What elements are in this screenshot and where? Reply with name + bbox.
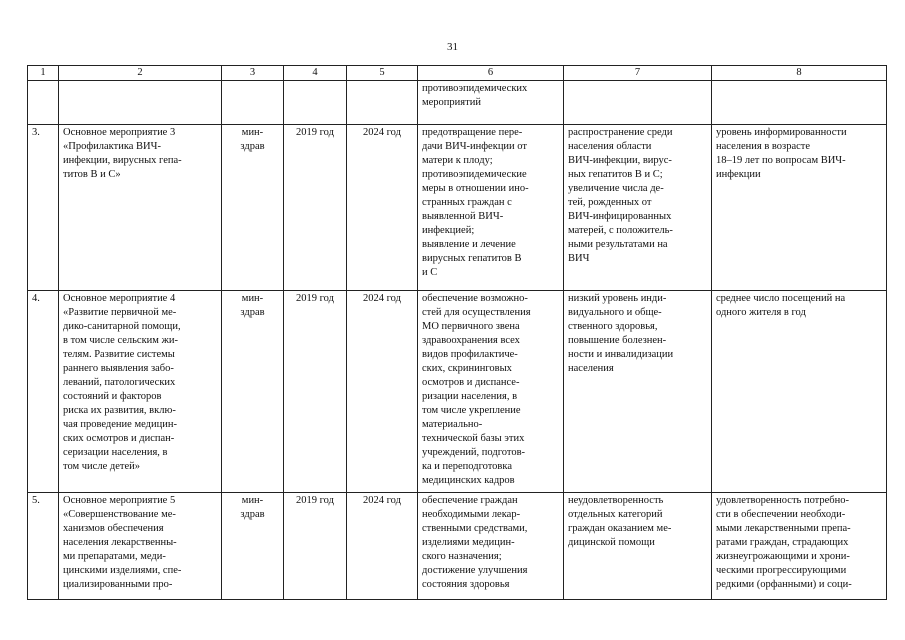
executor	[222, 81, 284, 125]
end-year: 2024 год	[347, 493, 418, 600]
start-year: 2019 год	[284, 291, 347, 493]
executor: мин- здрав	[222, 125, 284, 291]
non-implementation-consequences: неудовлетворенность отдельных категорий граждан оказанием ме- дицинской помощи	[564, 493, 712, 600]
table-row	[28, 81, 887, 125]
related-indicator: среднее число посещений на одного жителя в год	[712, 291, 887, 493]
table-header-row	[28, 66, 887, 81]
column-header: 7	[564, 66, 712, 81]
measure-name: Основное мероприятие 4 «Развитие первичной ме- дико-санитарной помощи, в том числе сельским жи- телям. Развитие системы раннего выявления забо- леваний, патологических состояний и факторов риска их развития, вклю- чая проведение медицин- ских осмотров и диспан- серизации населения, в том числе детей»	[59, 291, 222, 493]
executor: мин- здрав	[222, 493, 284, 600]
related-indicator: уровень информированности населения в возрасте 18–19 лет по вопросам ВИЧ- инфекции	[712, 125, 887, 291]
column-header: 6	[418, 66, 564, 81]
measure-content: обеспечение возможно- стей для осуществления МО первичного звена здравоохранения всех видов профилактиче- ских, скрининговых осмотров и диспансе- ризации населения, в том числе укрепление материально- технической базы этих учреждений, подготов- ка и переподготовка медицинских кадров	[418, 291, 564, 493]
row-number	[28, 81, 59, 125]
table-row	[28, 291, 887, 493]
measure-content: противоэпидемических мероприятий	[418, 81, 564, 125]
page-number: 31	[447, 41, 458, 53]
column-header: 1	[28, 66, 59, 81]
column-header: 3	[222, 66, 284, 81]
non-implementation-consequences: низкий уровень инди- видуального и обще- ственного здоровья, повышение болезнен- ности и инвалидизации населения	[564, 291, 712, 493]
end-year	[347, 81, 418, 125]
row-number: 4.	[28, 291, 59, 493]
column-header: 2	[59, 66, 222, 81]
non-implementation-consequences: распространение среди населения области ВИЧ-инфекции, вирус- ных гепатитов В и С; увеличение числа де- тей, рожденных от ВИЧ-инфицированных матерей, с положитель- ными результатами на ВИЧ	[564, 125, 712, 291]
measure-content: предотвращение пере- дачи ВИЧ-инфекции от матери к плоду; противоэпидемические меры в отношении ино- странных граждан с выявленной ВИЧ- инфекцией; выявление и лечение вирусных гепатитов В и С	[418, 125, 564, 291]
table-row	[28, 125, 887, 291]
row-number: 5.	[28, 493, 59, 600]
related-indicator	[712, 81, 887, 125]
program-table	[27, 65, 887, 600]
start-year	[284, 81, 347, 125]
related-indicator: удовлетворенность потребно- сти в обеспечении необходи- мыми лекарственными препа- ратами граждан, страдающих жизнеугрожающими и хрони- ческими прогрессирующими редкими (орфанными) и соци-	[712, 493, 887, 600]
column-header: 4	[284, 66, 347, 81]
end-year: 2024 год	[347, 125, 418, 291]
non-implementation-consequences	[564, 81, 712, 125]
column-header: 8	[712, 66, 887, 81]
row-number: 3.	[28, 125, 59, 291]
measure-name	[59, 81, 222, 125]
executor: мин- здрав	[222, 291, 284, 493]
measure-name: Основное мероприятие 3 «Профилактика ВИЧ- инфекции, вирусных гепа- титов В и С»	[59, 125, 222, 291]
start-year: 2019 год	[284, 125, 347, 291]
measure-content: обеспечение граждан необходимыми лекар- ственными средствами, изделиями медицин- ского назначения; достижение улучшения состояния здоровья	[418, 493, 564, 600]
end-year: 2024 год	[347, 291, 418, 493]
start-year: 2019 год	[284, 493, 347, 600]
column-header: 5	[347, 66, 418, 81]
measure-name: Основное мероприятие 5 «Совершенствование ме- ханизмов обеспечения населения лекарственны- ми препаратами, меди- цинскими изделиями, спе- циализированными про-	[59, 493, 222, 600]
table-row	[28, 493, 887, 600]
